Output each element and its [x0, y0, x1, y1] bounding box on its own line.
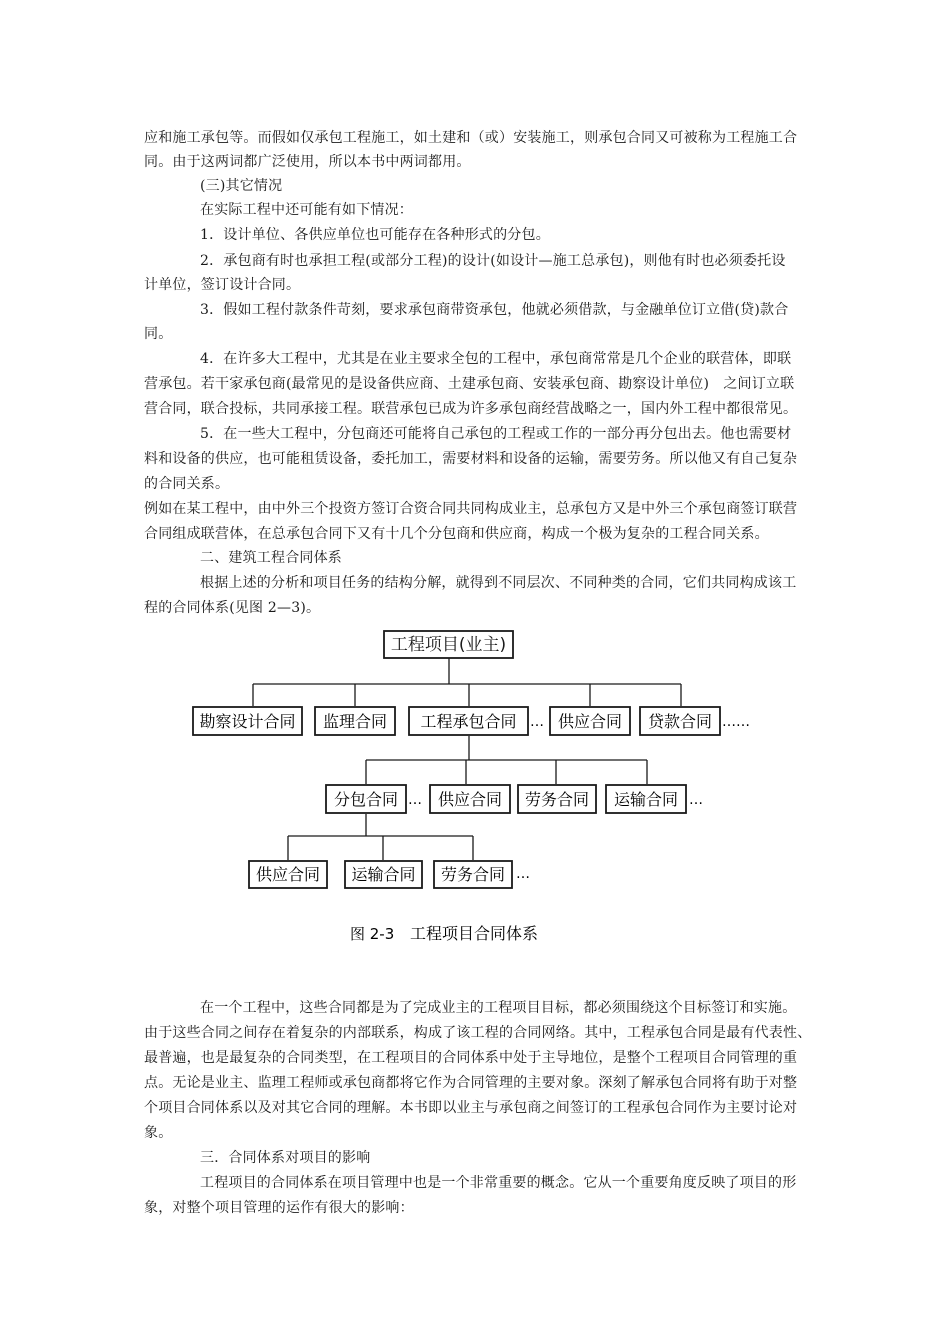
level1-node-supply: [550, 707, 630, 735]
figure-caption: 工程项目合同体系: [410, 924, 539, 943]
level1-node-loan: [640, 707, 720, 735]
list-item: 5．在一些大工程中，分包商还可能将自己承包的工程或工作的一部分再分包出去。他也需要材: [200, 426, 792, 442]
level1-node-construction-contract: [409, 707, 528, 735]
paragraph-line: 同。: [144, 326, 173, 342]
paragraph-line: 同。由于这两词都广泛使用，所以本书中两词都用。: [144, 154, 471, 170]
ellipsis: …: [530, 714, 544, 730]
level3-node-labor: [434, 861, 512, 888]
paragraph-line: 料和设备的供应，也可能租赁设备，委托加工，需要材料和设备的运输，需要劳务。所以他又有自己复杂: [144, 451, 798, 467]
svg-text:劳务合同: 劳务合同: [440, 865, 506, 884]
root-node: [384, 631, 513, 658]
paragraph-line: 合同组成联营体，在总承包合同下又有十几个分包商和供应商，构成一个极为复杂的工程合同关系。: [144, 526, 769, 542]
paragraph-line: 象，对整个项目管理的运作有很大的影响：: [144, 1200, 414, 1216]
figure-number: 图 2-3: [350, 925, 395, 943]
svg-text:供应合同: 供应合同: [255, 865, 321, 884]
paragraph-line: 的合同关系。: [144, 476, 230, 492]
ellipsis: ……: [722, 714, 750, 730]
svg-text:勘察设计合同: 勘察设计合同: [199, 712, 296, 731]
paragraph-line: 程的合同体系(见图 2—3)。: [144, 600, 321, 616]
level2-node-labor: [518, 785, 596, 813]
level2-node-subcontract: [326, 785, 406, 813]
paragraph-line: 点。无论是业主、监理工程师或承包商都将它作为合同管理的主要对象。深刻了解承包合同将有助于对整: [144, 1075, 798, 1091]
paragraph-line: 个项目合同体系以及对其它合同的理解。本书即以业主与承包商之间签订的工程承包合同作为主要讨论对: [144, 1100, 798, 1116]
paragraph-line: 由于这些合同之间存在着复杂的内部联系，构成了该工程的合同网络。其中，工程承包合同是最有代表性、: [144, 1025, 812, 1041]
paragraph-line: 根据上述的分析和项目任务的结构分解，就得到不同层次、不同种类的合同，它们共同构成该工: [200, 575, 797, 591]
svg-text:工程承包合同: 工程承包合同: [420, 712, 517, 731]
level1-node-survey-design: [193, 707, 302, 735]
list-item: 1．设计单位、各供应单位也可能存在各种形式的分包。: [200, 227, 550, 243]
svg-text:工程项目(业主): 工程项目(业主): [390, 635, 507, 655]
paragraph-line: 例如在某工程中，由中外三个投资方签订合资合同共同构成业主，总承包方又是中外三个承包商签订联营: [144, 501, 798, 517]
section-heading: (三)其它情况: [200, 178, 283, 194]
list-item: 2．承包商有时也承担工程(或部分工程)的设计(如设计—施工总承包)，则他有时也必须委托设: [200, 253, 786, 269]
list-item: 4．在许多大工程中，尤其是在业主要求全包的工程中，承包商常常是几个企业的联营体，即联: [200, 351, 792, 367]
svg-text:监理合同: 监理合同: [322, 712, 388, 731]
section-heading: 二、建筑工程合同体系: [200, 550, 342, 566]
paragraph-line: 营合同，联合投标，共同承接工程。联营承包已成为许多承包商经营战略之一，国内外工程中都很常见。: [144, 401, 798, 417]
contract-system-diagram: [0, 620, 950, 950]
paragraph-line: 应和施工承包等。而假如仅承包工程施工，如土建和（或）安装施工，则承包合同又可被称为工程施工合: [144, 130, 798, 146]
level2-node-transport: [606, 785, 686, 813]
list-item: 3．假如工程付款条件苛刻，要求承包商带资承包，他就必须借款，与金融单位订立借(贷)款合: [200, 302, 789, 318]
ellipsis: …: [408, 792, 422, 808]
ellipsis: …: [689, 792, 703, 808]
level2-node-supply: [430, 785, 510, 813]
level3-node-supply: [249, 861, 327, 888]
svg-text:供应合同: 供应合同: [437, 790, 503, 809]
paragraph-line: 计单位，签订设计合同。: [144, 277, 301, 293]
level3-node-transport: [345, 861, 422, 888]
svg-text:运输合同: 运输合同: [351, 865, 416, 884]
level1-node-supervision: [315, 707, 395, 735]
svg-text:供应合同: 供应合同: [557, 712, 623, 731]
svg-text:贷款合同: 贷款合同: [647, 712, 713, 731]
section-heading: 三．合同体系对项目的影响: [200, 1150, 371, 1166]
svg-text:分包合同: 分包合同: [333, 790, 399, 809]
ellipsis: …: [516, 866, 530, 882]
paragraph-line: 工程项目的合同体系在项目管理中也是一个非常重要的概念。它从一个重要角度反映了项目的形: [200, 1175, 797, 1191]
svg-text:运输合同: 运输合同: [613, 790, 679, 809]
paragraph-line: 在一个工程中，这些合同都是为了完成业主的工程项目目标，都必须围绕这个目标签订和实施。: [200, 1000, 797, 1016]
paragraph-line: 营承包。若干家承包商(最常见的是设备供应商、土建承包商、安装承包商、勘察设计单位) 之间订立联: [144, 376, 795, 392]
paragraph-line: 象。: [144, 1125, 173, 1141]
svg-text:劳务合同: 劳务合同: [524, 790, 590, 809]
paragraph-line: 最普遍，也是最复杂的合同类型，在工程项目的合同体系中处于主导地位，是整个工程项目合同管理的重: [144, 1050, 798, 1066]
paragraph-line: 在实际工程中还可能有如下情况：: [200, 202, 413, 218]
